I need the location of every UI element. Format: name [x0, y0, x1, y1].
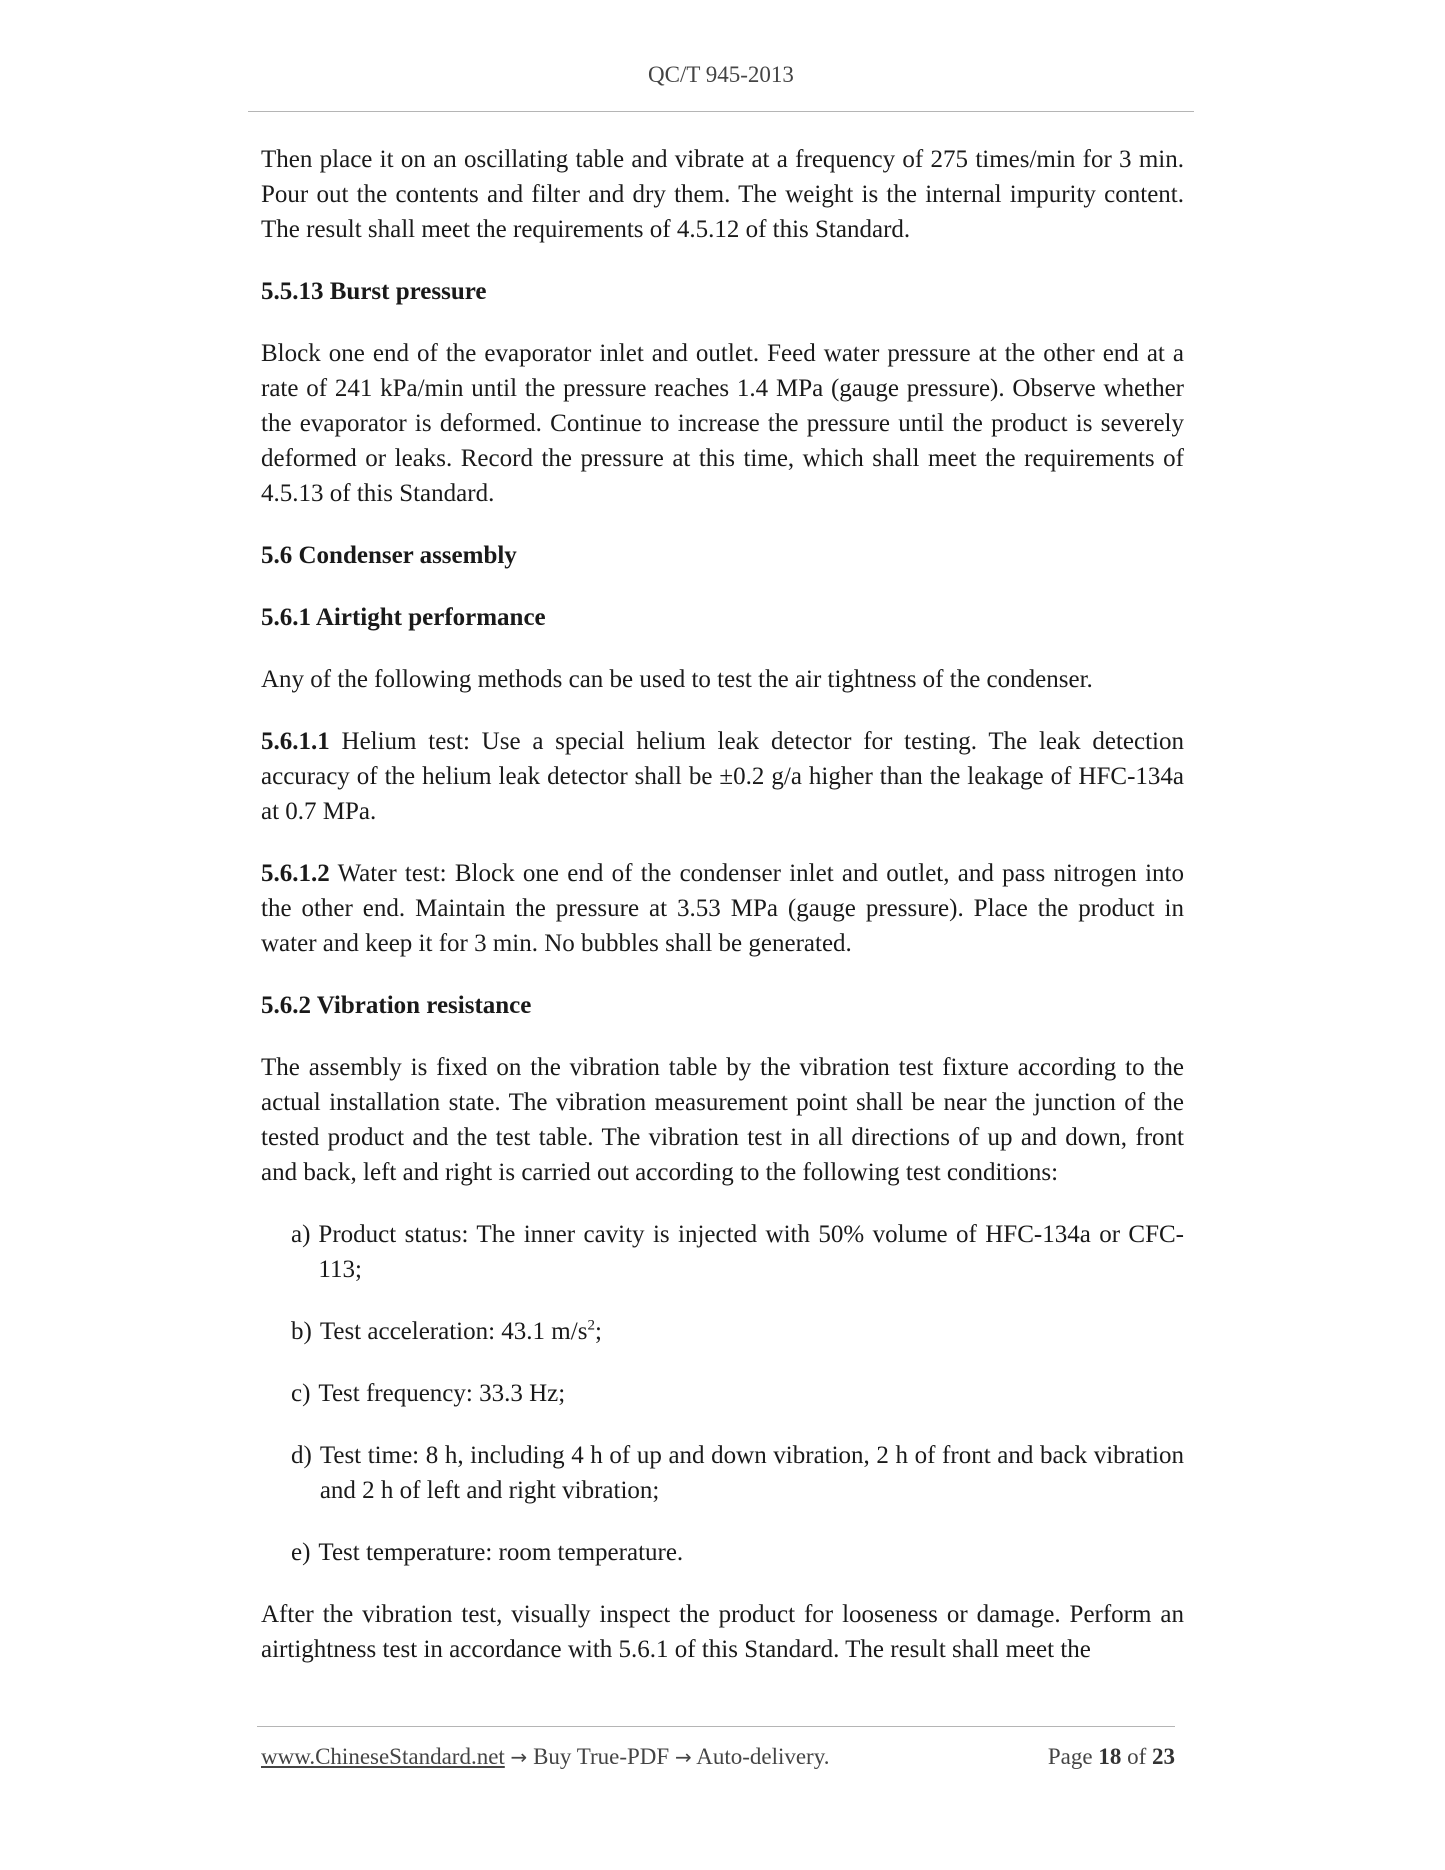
- page-current: 18: [1098, 1744, 1122, 1769]
- clause-number: 5.6.1.2: [261, 860, 330, 887]
- list-item-d: [291, 1438, 1184, 1508]
- list-text: Product status: The inner cavity is injected with 50% volume of HFC-134a or CFC-113;: [318, 1221, 1184, 1283]
- list-item-c: [291, 1376, 1184, 1411]
- page-number: [1048, 1744, 1175, 1770]
- list-marker: a): [291, 1221, 311, 1248]
- heading-5-6-1: 5.6.1 Airtight performance: [261, 604, 546, 631]
- paragraph-airtight: Any of the following methods can be used to test the air tightness of the condenser.: [261, 666, 1093, 693]
- page-footer: [261, 1744, 1175, 1770]
- clause-5-6-1-2: [261, 856, 1184, 961]
- paragraph-vibration: The assembly is fixed on the vibration table by the vibration test fixture according to the actual installation state. The vibration measurement point shall be near the junction of the tested product and the test table. The vibration test in all directions of up and down, front and back, left and right is carried out according to the following test conditions:: [261, 1054, 1184, 1186]
- list-text: Test time: 8 h, including 4 h of up and down vibration, 2 h of front and back vibration and 2 h of left and right vibration;: [319, 1442, 1184, 1504]
- list-text-main: Test acceleration: 43.1 m/s: [319, 1318, 588, 1345]
- list-item-b: [291, 1314, 1184, 1349]
- superscript: 2: [587, 1317, 595, 1334]
- list-text-end: ;: [594, 1318, 602, 1345]
- list-marker: d): [291, 1442, 312, 1469]
- clause-text: Water test: Block one end of the condenser inlet and outlet, and pass nitrogen into the other end. Maintain the pressure at 3.53 MPa (gauge pressure). Place the product in water and keep it for 3 min. No bubbles shall be generated.: [261, 860, 1184, 957]
- paragraph-after-vibration: After the vibration test, visually inspect the product for looseness or damage. Perform an airtightness test in accordance with 5.6.1 of this Standard. The result shall meet the: [261, 1601, 1184, 1663]
- list-text: Test frequency: 33.3 Hz;: [318, 1380, 566, 1407]
- list-marker: e): [291, 1539, 311, 1566]
- paragraph-burst-pressure: Block one end of the evaporator inlet and outlet. Feed water pressure at the other end at a rate of 241 kPa/min until the pressure reaches 1.4 MPa (gauge pressure). Observe whether the evaporator is deformed. Continue to increase the pressure until the product is severely deformed or leaks. Record the pressure at this time, which shall meet the requirements of 4.5.13 of this Standard.: [261, 340, 1184, 507]
- header-divider: [248, 111, 1194, 112]
- arrow-right-icon: →: [510, 1745, 528, 1769]
- heading-5-5-13: 5.5.13 Burst pressure: [261, 278, 487, 305]
- clause-5-6-1-1: [261, 724, 1184, 829]
- page-of: of: [1127, 1744, 1147, 1769]
- list-item-e: [291, 1535, 1184, 1570]
- list-marker: c): [291, 1380, 311, 1407]
- buy-pdf-text: Buy True-PDF: [533, 1744, 670, 1769]
- page-body: [261, 142, 1184, 1694]
- auto-delivery-text: Auto-delivery.: [696, 1744, 830, 1769]
- website-link[interactable]: www.ChineseStandard.net: [261, 1744, 505, 1769]
- arrow-right-icon: →: [674, 1745, 692, 1769]
- page-label: Page: [1047, 1744, 1093, 1769]
- list-item-a: [291, 1217, 1184, 1287]
- footer-left: [261, 1744, 829, 1770]
- page-total: 23: [1152, 1744, 1175, 1769]
- clause-text: Helium test: Use a special helium leak detector for testing. The leak detection accuracy of the helium leak detector shall be ±0.2 g/a higher than the leakage of HFC-134a at 0.7 MPa.: [261, 728, 1184, 825]
- running-header: QC/T 945-2013: [648, 62, 794, 87]
- footer-divider: [257, 1726, 1175, 1727]
- list-text: Test temperature: room temperature.: [318, 1539, 684, 1566]
- heading-5-6-2: 5.6.2 Vibration resistance: [261, 992, 532, 1019]
- clause-number: 5.6.1.1: [261, 728, 330, 755]
- heading-5-6: 5.6 Condenser assembly: [261, 542, 517, 569]
- list-text: [320, 1314, 1184, 1349]
- paragraph-intro: Then place it on an oscillating table and vibrate at a frequency of 275 times/min for 3 min. Pour out the contents and filter and dry them. The weight is the internal impurity content. The result shall meet the requirements of 4.5.12 of this Standard.: [261, 146, 1184, 243]
- list-marker: b): [291, 1318, 312, 1345]
